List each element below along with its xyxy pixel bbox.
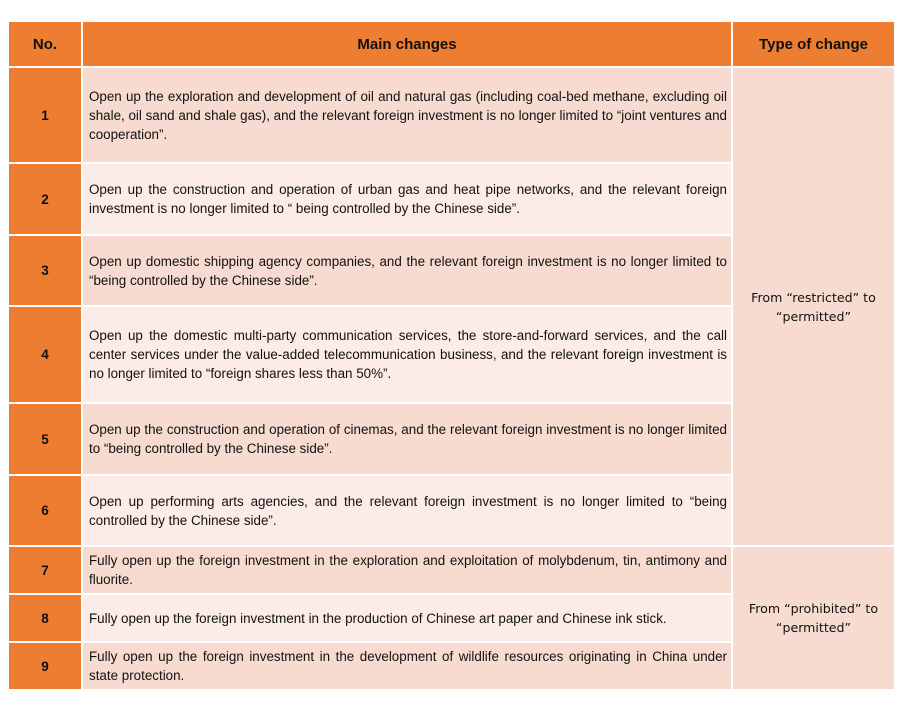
main-change-text: Open up the construction and operation of urban gas and heat pipe networks, and the relevant foreign investment is no longer limited to “ being controlled by the Chinese side”. xyxy=(83,164,731,234)
row-number: 3 xyxy=(9,236,81,305)
changes-table xyxy=(7,20,896,691)
table-header-row xyxy=(9,22,894,66)
main-change-text: Fully open up the foreign investment in the development of wildlife resources originating in China under state protection. xyxy=(83,643,731,689)
header-main-changes: Main changes xyxy=(83,22,731,66)
type-of-change-cell xyxy=(733,68,894,545)
row-number: 5 xyxy=(9,404,81,474)
table-row xyxy=(9,68,894,162)
row-number: 6 xyxy=(9,476,81,545)
header-type-of-change: Type of change xyxy=(733,22,894,66)
main-change-text: Fully open up the foreign investment in the exploration and exploitation of molybdenum, tin, antimony and fluorite. xyxy=(83,547,731,593)
row-number: 1 xyxy=(9,68,81,162)
main-change-text: Open up the construction and operation of cinemas, and the relevant foreign investment is no longer limited to “being controlled by the Chinese side”. xyxy=(83,404,731,474)
type-of-change-line: “permitted” xyxy=(775,308,852,324)
row-number: 8 xyxy=(9,595,81,641)
main-change-text: Open up the domestic multi-party communication services, the store-and-forward services, and the call center services under the value-added telecommunication business, and the relevant foreign investment is no longer limited to “foreign shares less than 50%”. xyxy=(83,307,731,402)
type-of-change-line: “permitted” xyxy=(775,620,852,635)
header-no: No. xyxy=(9,22,81,66)
type-of-change-cell xyxy=(733,547,894,689)
type-of-change-line: From “prohibited” to xyxy=(748,601,879,616)
main-change-text: Fully open up the foreign investment in the production of Chinese art paper and Chinese ink stick. xyxy=(83,595,731,641)
row-number: 9 xyxy=(9,643,81,689)
row-number: 2 xyxy=(9,164,81,234)
main-change-text: Open up domestic shipping agency companies, and the relevant foreign investment is no longer limited to “being controlled by the Chinese side”. xyxy=(83,236,731,305)
type-of-change-line: From “restricted” to xyxy=(751,289,876,305)
row-number: 4 xyxy=(9,307,81,402)
main-change-text: Open up performing arts agencies, and the relevant foreign investment is no longer limited to “being controlled by the Chinese side”. xyxy=(83,476,731,545)
row-number: 7 xyxy=(9,547,81,593)
table-row xyxy=(9,547,894,593)
main-change-text: Open up the exploration and development of oil and natural gas (including coal-bed methane, excluding oil shale, oil sand and shale gas), and the relevant foreign investment is no longer limited to “joint ventures and cooperation”. xyxy=(83,68,731,162)
